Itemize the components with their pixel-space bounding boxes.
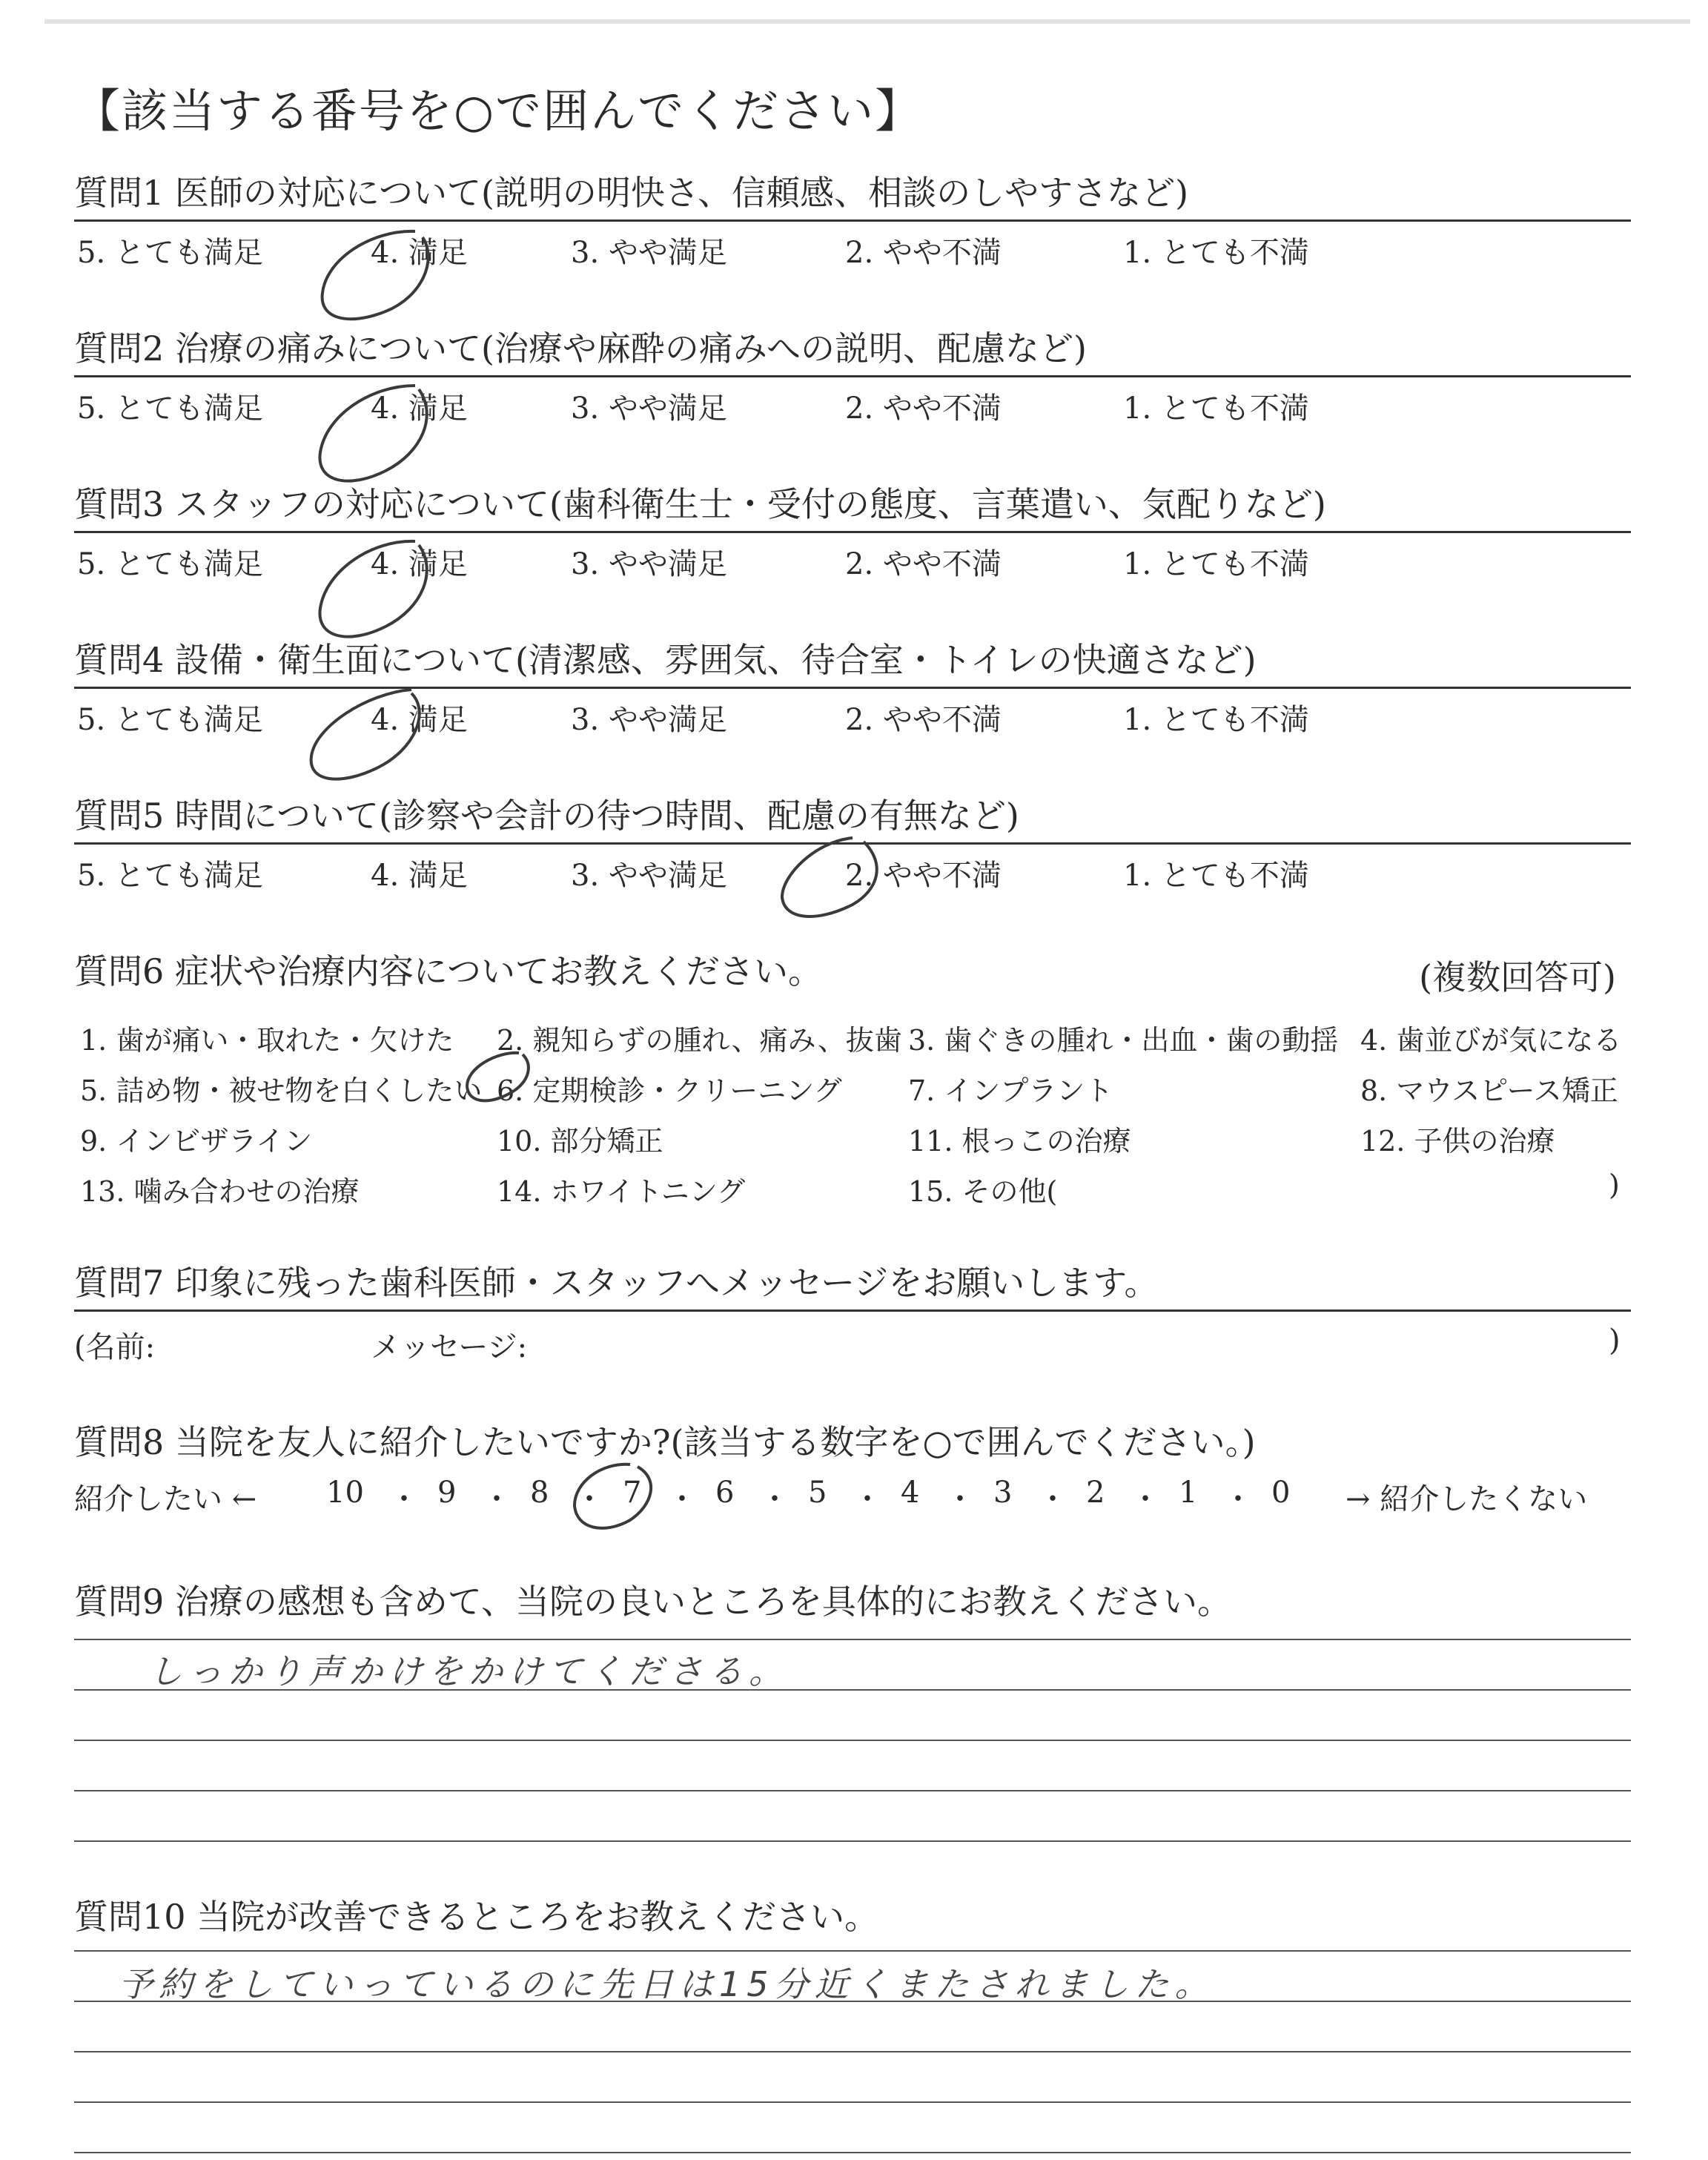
circle-mark-q4 xyxy=(311,690,420,779)
symptom-option[interactable]: 3. 歯ぐきの腫れ・出血・歯の動揺 xyxy=(908,1024,1339,1057)
question-heading: 質問3 スタッフの対応について(歯科衛生士・受付の態度、言葉遣い、気配りなど) xyxy=(74,484,1326,524)
circle-mark-q5 xyxy=(782,838,877,916)
symptom-option[interactable]: 6. 定期検診・クリーニング xyxy=(497,1074,842,1107)
question-heading: 質問4 設備・衛生面について(清潔感、雰囲気、待合室・トイレの快適さなど) xyxy=(74,640,1257,680)
rating-option-2[interactable]: 2. やや不満 xyxy=(845,392,1002,426)
question-heading: 質問7 印象に残った歯科医師・スタッフへメッセージをお願いします。 xyxy=(74,1263,1159,1303)
rating-option-4[interactable]: 4. 満足 xyxy=(371,392,468,426)
recommend-number[interactable]: 10 xyxy=(326,1476,364,1510)
separator-dot: ・ xyxy=(760,1482,790,1516)
question-heading: 質問2 治療の痛みについて(治療や麻酔の痛みへの説明、配慮など) xyxy=(74,328,1087,369)
multiple-answer-note: (複数回答可) xyxy=(1419,957,1616,997)
recommend-number[interactable]: 1 xyxy=(1179,1476,1198,1510)
rating-option-1[interactable]: 1. とても不満 xyxy=(1123,859,1309,893)
recommend-right-label: → 紹介したくない xyxy=(1345,1482,1588,1516)
rating-option-4[interactable]: 4. 満足 xyxy=(371,547,468,581)
question-heading: 質問9 治療の感想も含めて、当院の良いところを具体的にお教えください。 xyxy=(74,1582,1231,1622)
name-label: (名前: xyxy=(74,1330,156,1364)
handwritten-answer[interactable]: 予約をしていっているのに先日は15分近くまたされました。 xyxy=(119,1964,1215,2004)
circle-mark-q6 xyxy=(467,1053,529,1101)
rating-option-2[interactable]: 2. やや不満 xyxy=(845,547,1002,581)
circle-mark-q1 xyxy=(322,231,428,319)
rating-option-5[interactable]: 5. とても満足 xyxy=(77,859,263,893)
rating-option-1[interactable]: 1. とても不満 xyxy=(1123,703,1309,737)
circle-mark-q2 xyxy=(320,386,426,481)
symptom-option[interactable]: 15. その他( xyxy=(908,1175,1058,1208)
rating-option-1[interactable]: 1. とても不満 xyxy=(1123,392,1309,426)
circle-mark-q3 xyxy=(320,541,426,637)
recommend-number[interactable]: 2 xyxy=(1086,1476,1105,1510)
separator-dot: ・ xyxy=(1131,1482,1160,1516)
symptom-option[interactable]: 9. インビザライン xyxy=(80,1125,313,1157)
circle-mark-q8 xyxy=(575,1464,651,1528)
rating-option-4[interactable]: 4. 満足 xyxy=(371,859,468,893)
rating-option-2[interactable]: 2. やや不満 xyxy=(845,236,1002,270)
symptom-option[interactable]: 8. マウスピース矯正 xyxy=(1360,1074,1618,1107)
rating-option-5[interactable]: 5. とても満足 xyxy=(77,547,263,581)
question-heading: 質問5 時間について(診察や会計の待つ時間、配慮の有無など) xyxy=(74,796,1019,836)
separator-dot: ・ xyxy=(667,1482,697,1516)
rating-option-1[interactable]: 1. とても不満 xyxy=(1123,236,1309,270)
rating-option-3[interactable]: 3. やや満足 xyxy=(571,859,727,893)
message-close-paren: ) xyxy=(1609,1324,1621,1358)
rating-option-1[interactable]: 1. とても不満 xyxy=(1123,547,1309,581)
recommend-number[interactable]: 6 xyxy=(715,1476,735,1510)
rating-option-4[interactable]: 4. 満足 xyxy=(371,236,468,270)
recommend-number[interactable]: 0 xyxy=(1271,1476,1291,1510)
rating-option-5[interactable]: 5. とても満足 xyxy=(77,703,263,737)
separator-dot: ・ xyxy=(482,1482,512,1516)
rating-option-3[interactable]: 3. やや満足 xyxy=(571,392,727,426)
recommend-number[interactable]: 9 xyxy=(437,1476,457,1510)
symptom-option[interactable]: 4. 歯並びが気になる xyxy=(1360,1024,1622,1057)
symptom-option[interactable]: 7. インプラント xyxy=(908,1074,1113,1107)
symptom-option[interactable]: 12. 子供の治療 xyxy=(1360,1125,1555,1157)
symptom-option[interactable]: 10. 部分矯正 xyxy=(497,1125,663,1157)
separator-dot: ・ xyxy=(945,1482,975,1516)
symptom-option[interactable]: 13. 噛み合わせの治療 xyxy=(80,1175,360,1208)
message-label: メッセージ: xyxy=(371,1330,528,1364)
symptom-option[interactable]: 11. 根っこの治療 xyxy=(908,1125,1131,1157)
rating-option-5[interactable]: 5. とても満足 xyxy=(77,236,263,270)
recommend-number[interactable]: 4 xyxy=(901,1476,920,1510)
question-heading: 質問10 当院が改善できるところをお教えください。 xyxy=(74,1897,879,1937)
page-title: 【該当する番号を○で囲んでください】 xyxy=(74,84,923,138)
recommend-left-label: 紹介したい ← xyxy=(74,1482,257,1516)
recommend-number[interactable]: 7 xyxy=(623,1476,642,1510)
rating-option-2[interactable]: 2. やや不満 xyxy=(845,859,1002,893)
symptom-option[interactable]: 2. 親知らずの腫れ、痛み、抜歯 xyxy=(497,1024,902,1057)
separator-dot: ・ xyxy=(389,1482,419,1516)
recommend-number[interactable]: 3 xyxy=(993,1476,1013,1510)
separator-dot: ・ xyxy=(853,1482,882,1516)
question-heading: 質問6 症状や治療内容についてお教えください。 xyxy=(74,951,822,991)
separator-dot: ・ xyxy=(1038,1482,1068,1516)
symptom-option[interactable]: 1. 歯が痛い・取れた・欠けた xyxy=(80,1024,454,1057)
rating-option-4[interactable]: 4. 満足 xyxy=(371,703,468,737)
rating-option-2[interactable]: 2. やや不満 xyxy=(845,703,1002,737)
separator-dot: ・ xyxy=(1223,1482,1253,1516)
question-heading: 質問1 医師の対応について(説明の明快さ、信頼感、相談のしやすさなど) xyxy=(74,173,1189,213)
recommend-number[interactable]: 8 xyxy=(530,1476,549,1510)
rating-option-3[interactable]: 3. やや満足 xyxy=(571,547,727,581)
rating-option-3[interactable]: 3. やや満足 xyxy=(571,703,727,737)
separator-dot: ・ xyxy=(575,1482,604,1516)
other-close-paren: ) xyxy=(1609,1169,1620,1201)
rating-option-5[interactable]: 5. とても満足 xyxy=(77,392,263,426)
handwritten-answer[interactable]: しっかり声かけをかけてくださる。 xyxy=(148,1651,789,1691)
symptom-option[interactable]: 5. 詰め物・被せ物を白くしたい xyxy=(80,1074,483,1107)
recommend-number[interactable]: 5 xyxy=(808,1476,827,1510)
rating-option-3[interactable]: 3. やや満足 xyxy=(571,236,727,270)
symptom-option[interactable]: 14. ホワイトニング xyxy=(497,1175,746,1208)
question-heading: 質問8 当院を友人に紹介したいですか?(該当する数字を○で囲んでください。) xyxy=(74,1422,1256,1462)
